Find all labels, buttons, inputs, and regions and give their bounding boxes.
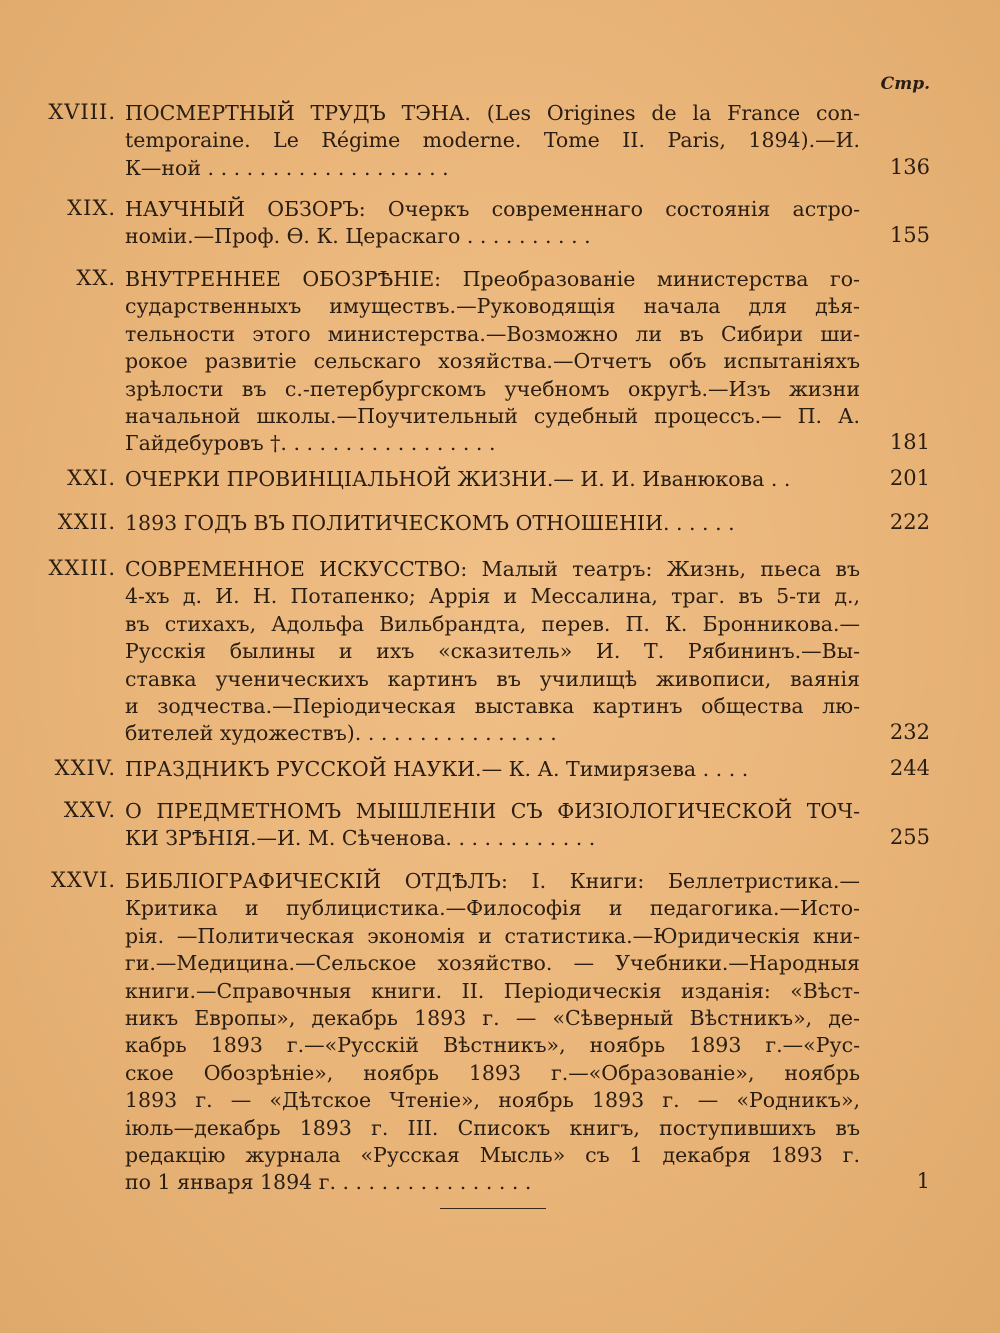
- entry-line: ОЧЕРКИ ПРОВИНЦІАЛЬНОЙ ЖИЗНИ.— И. И. Иванюкова . .: [125, 467, 791, 491]
- entry-page-number: 232: [889, 720, 930, 745]
- entry-line: начальной школы.—Поучительный судебный процессъ.— П. А.: [125, 403, 860, 428]
- entry-line: ПОСМЕРТНЫЙ ТРУДЪ ТЭНА. (Les Origines de la France con-: [125, 101, 860, 125]
- entry-number: XX.: [76, 266, 116, 290]
- entry-line: рокое развитіе сельскаго хозяйства.—Отчетъ объ испытаніяхъ: [125, 349, 860, 374]
- entry-line: ПРАЗДНИКЪ РУССКОЙ НАУКИ.— К. А. Тимирязева . . . .: [125, 757, 749, 781]
- entry-number: XXV.: [63, 798, 116, 822]
- entry-page-number: 155: [889, 223, 930, 248]
- entry-line: Русскія былины и ихъ «сказитель» И. Т. Рябининъ.—Вы-: [125, 639, 860, 664]
- entry-line: temporaine. Le Régime moderne. Tome II. Paris, 1894).—И.: [125, 128, 860, 153]
- entry-line: никъ Европы», декабрь 1893 г. — «Сѣверный Вѣстникъ», де-: [125, 1005, 860, 1030]
- entry-line: ВНУТРЕННЕЕ ОБОЗРѢНІЕ: Преобразованіе министерства го-: [125, 267, 860, 291]
- page-column-label: Стр.: [880, 74, 930, 94]
- entry-line: КИ ЗРѢНІЯ.—И. М. Сѣченова. . . . . . . . . . . .: [125, 826, 596, 851]
- entry-line: ги.—Медицина.—Сельское хозяйство. — Учебники.—Народныя: [125, 951, 860, 976]
- entry-line: кабрь 1893 г.—«Русскій Вѣстникъ», ноябрь 1893 г.—«Рус-: [125, 1033, 860, 1058]
- entry-line: ское Обозрѣніе», ноябрь 1893 г.—«Образованіе», ноябрь: [125, 1060, 860, 1085]
- entry-line: іюль—декабрь 1893 г. III. Списокъ книгъ, поступившихъ въ: [125, 1115, 860, 1140]
- entry-line: номіи.—Проф. Ѳ. К. Цераскаго . . . . . . . . . .: [125, 224, 591, 249]
- entry-text: [125, 868, 860, 1197]
- entry-text: [125, 466, 860, 493]
- entry-line: сударственныхъ имуществъ.—Руководящія начала для дѣя-: [125, 294, 860, 319]
- entry-line: тельности этого министерства.—Возможно ли въ Сибири ши-: [125, 321, 860, 346]
- entry-line: въ стихахъ, Адольфа Вильбрандта, перев. П. К. Бронникова.—: [125, 611, 860, 636]
- entry-line: О ПРЕДМЕТНОМЪ МЫШЛЕНІИ СЪ ФИЗІОЛОГИЧЕСКОЙ ТОЧ-: [125, 799, 860, 823]
- entry-line: по 1 января 1894 г. . . . . . . . . . . . . . . .: [125, 1170, 532, 1195]
- entry-number: XVIII.: [48, 100, 116, 124]
- entry-text: [125, 798, 860, 853]
- entry-line: редакцію журнала «Русская Мысль» съ 1 декабря 1893 г.: [125, 1142, 860, 1167]
- entry-text: [125, 100, 860, 182]
- entry-line: К—ной . . . . . . . . . . . . . . . . . . .: [125, 155, 449, 180]
- entry-line: и зодчества.—Періодическая выставка картинъ общества лю-: [125, 693, 860, 718]
- entry-line: СОВРЕМЕННОЕ ИСКУССТВО: Малый театръ: Жизнь, пьеса въ: [125, 557, 860, 581]
- entry-line: БИБЛІОГРАФИЧЕСКІЙ ОТДѢЛЪ: І. Книги: Беллетристика.—: [125, 869, 860, 893]
- closing-rule: [440, 1208, 546, 1209]
- entry-text: [125, 510, 860, 537]
- entry-line: НАУЧНЫЙ ОБЗОРЪ: Очеркъ современнаго состоянія астро-: [125, 197, 860, 221]
- entry-text: [125, 266, 860, 458]
- entry-page-number: 244: [889, 756, 930, 780]
- entry-page-number: 255: [889, 825, 930, 850]
- entry-number: XXVI.: [50, 868, 116, 892]
- entry-line: рія. —Политическая экономія и статистика.—Юридическія кни-: [125, 923, 860, 948]
- entry-number: XXIII.: [48, 556, 116, 580]
- entry-text: [125, 756, 860, 783]
- entry-line: зрѣлости въ с.-петербургскомъ учебномъ округѣ.—Изъ жизни: [125, 376, 860, 401]
- entry-line: бителей художествъ). . . . . . . . . . . . . . . .: [125, 721, 557, 746]
- entry-line: Критика и публицистика.—Философія и педагогика.—Исто-: [125, 896, 860, 921]
- entry-line: книги.—Справочныя книги. II. Періодическія изданія: «Вѣст-: [125, 978, 860, 1003]
- entry-number: XXII.: [57, 510, 116, 534]
- entry-line: ставка ученическихъ картинъ въ училищѣ живописи, ваянія: [125, 666, 860, 691]
- entry-number: XXI.: [67, 466, 116, 490]
- entry-text: [125, 556, 860, 748]
- entry-page-number: 222: [889, 510, 930, 534]
- entry-line: 4-хъ д. И. Н. Потапенко; Аррія и Мессалина, траг. въ 5-ти д.,: [125, 584, 860, 609]
- entry-page-number: 201: [889, 466, 930, 490]
- entry-line: 1893 г. — «Дѣтское Чтеніе», ноябрь 1893 г. — «Родникъ»,: [125, 1088, 860, 1113]
- entry-page-number: 181: [889, 430, 930, 455]
- entry-number: XXIV.: [54, 756, 116, 780]
- entry-line: 1893 ГОДЪ ВЪ ПОЛИТИЧЕСКОМЪ ОТНОШЕНІИ. . . . . .: [125, 511, 735, 535]
- entry-number: XIX.: [67, 196, 116, 220]
- entry-line: Гайдебуровъ †. . . . . . . . . . . . . . . . .: [125, 431, 496, 456]
- entry-text: [125, 196, 860, 251]
- entry-page-number: 136: [889, 154, 930, 179]
- entry-page-number: 1: [916, 1169, 930, 1194]
